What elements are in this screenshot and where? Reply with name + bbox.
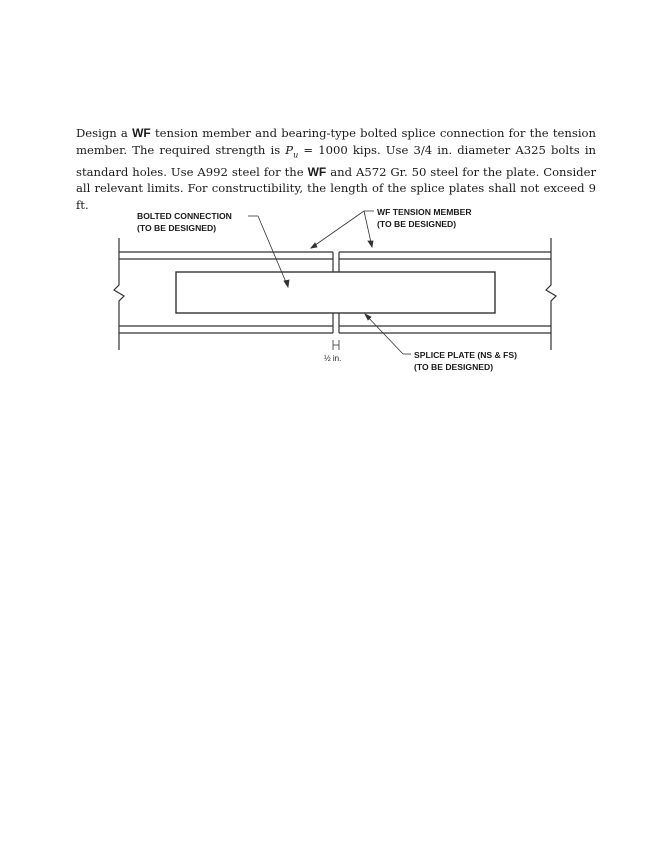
problem-text-4: and A572 Gr. 50 steel for the plate. Consider all relevant limits. For constructibility, the length of the splice plates shall not exceed 9 ft.: [76, 164, 597, 212]
splice-plate: [176, 272, 495, 313]
wf-member-label-1: WF TENSION MEMBER: [377, 207, 472, 217]
wf-member-leader-left: [311, 211, 364, 248]
wf-term-1: WF: [132, 126, 151, 140]
splice-plate-leader: [365, 314, 403, 354]
bolted-connection-label-2: (TO BE DESIGNED): [137, 223, 217, 233]
wf-member-label-2: (TO BE DESIGNED): [377, 219, 457, 229]
problem-text-2: tension member and bearing-type bolted splice connection for the tension member. The required strength is: [76, 126, 596, 157]
wf-member-arrowhead-left: [311, 243, 317, 248]
bolted-connection-label-1: BOLTED CONNECTION: [137, 211, 232, 221]
splice-plate-label-2: (TO BE DESIGNED): [414, 362, 494, 372]
bolted-connection-arrowhead: [284, 280, 289, 287]
wf-term-2: WF: [307, 164, 327, 179]
wf-member-arrowhead-right: [368, 241, 373, 247]
splice-connection-figure: [0, 0, 664, 420]
required-strength-subscript: u: [293, 149, 299, 159]
splice-plate-label-1: SPLICE PLATE (NS & FS): [414, 350, 517, 360]
problem-text-1: Design a: [76, 126, 133, 140]
problem-text-3: = 1000 kips. Use 3/4 in. diameter A325 bolts in standard holes. Use A992 steel for the: [76, 142, 596, 179]
required-strength-symbol: P: [285, 142, 294, 157]
gap-label: ½ in.: [324, 354, 342, 363]
